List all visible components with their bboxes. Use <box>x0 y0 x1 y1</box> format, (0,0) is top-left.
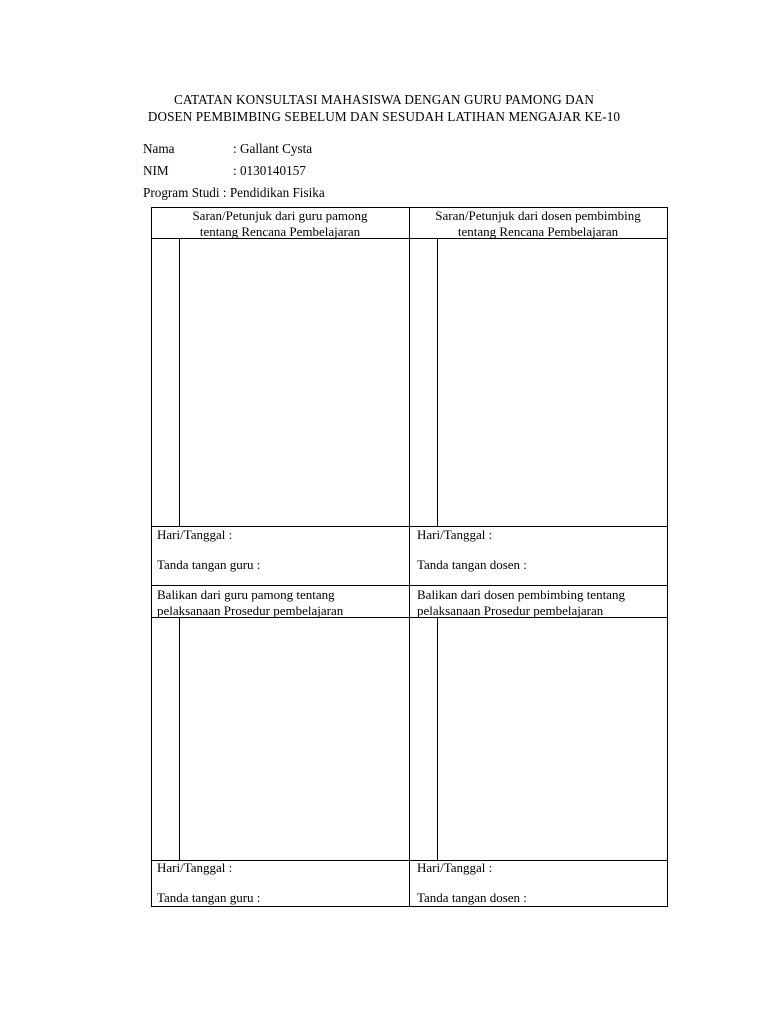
program-text: Program Studi : Pendidikan Fisika <box>143 185 325 200</box>
table-border-right <box>667 207 668 907</box>
form-title-line-1: CATATAN KONSULTASI MAHASISWA DENGAN GURU PAMONG DAN <box>173 92 595 107</box>
section1-left-sign-label: Tanda tangan guru : <box>157 557 261 572</box>
section1-left-header-line-1: Saran/Petunjuk dari guru pamong <box>192 208 368 223</box>
section2-right-date-label: Hari/Tanggal : <box>417 860 493 875</box>
consultation-table <box>151 207 668 907</box>
name-value: : Gallant Cysta <box>233 141 313 156</box>
form-title <box>0 91 768 125</box>
section1-left-header-line-2: tentang Rencana Pembelajaran <box>199 224 361 239</box>
left-number-column-1 <box>179 238 180 526</box>
nim-label: NIM <box>143 163 169 178</box>
column-divider <box>409 207 410 907</box>
right-number-column-2 <box>437 617 438 860</box>
section2-left-header-line-2: pelaksanaan Prosedur pembelajaran <box>157 603 344 618</box>
right-number-column-1 <box>437 238 438 526</box>
section2-left-header <box>157 587 390 619</box>
form-title-line-2: DOSEN PEMBIMBING SEBELUM DAN SESUDAH LATIHAN MENGAJAR KE-10 <box>147 109 621 124</box>
nim-row <box>143 163 306 179</box>
section2-right-header-line-2: pelaksanaan Prosedur pembelajaran <box>417 603 604 618</box>
section2-left-header-line-1: Balikan dari guru pamong tentang <box>157 587 335 602</box>
program-row <box>143 185 325 201</box>
nim-value: : 0130140157 <box>233 163 306 178</box>
section2-left-date-label: Hari/Tanggal : <box>157 860 233 875</box>
table-border-left <box>151 207 152 907</box>
section1-right-header-line-2: tentang Rencana Pembelajaran <box>457 224 619 239</box>
section1-right-sign-label: Tanda tangan dosen : <box>417 557 527 572</box>
section1-right-header <box>409 208 667 240</box>
section1-left-header <box>151 208 409 240</box>
section2-right-header-line-1: Balikan dari dosen pembimbing tentang <box>417 587 625 602</box>
name-row <box>143 141 312 157</box>
name-label: Nama <box>143 141 175 156</box>
left-number-column-2 <box>179 617 180 860</box>
section2-right-sign-label: Tanda tangan dosen : <box>417 890 527 905</box>
section1-left-date-label: Hari/Tanggal : <box>157 527 233 542</box>
section1-right-header-line-1: Saran/Petunjuk dari dosen pembimbing <box>435 208 641 223</box>
section1-right-date-label: Hari/Tanggal : <box>417 527 493 542</box>
section2-right-header <box>417 587 663 619</box>
section2-left-sign-label: Tanda tangan guru : <box>157 890 261 905</box>
